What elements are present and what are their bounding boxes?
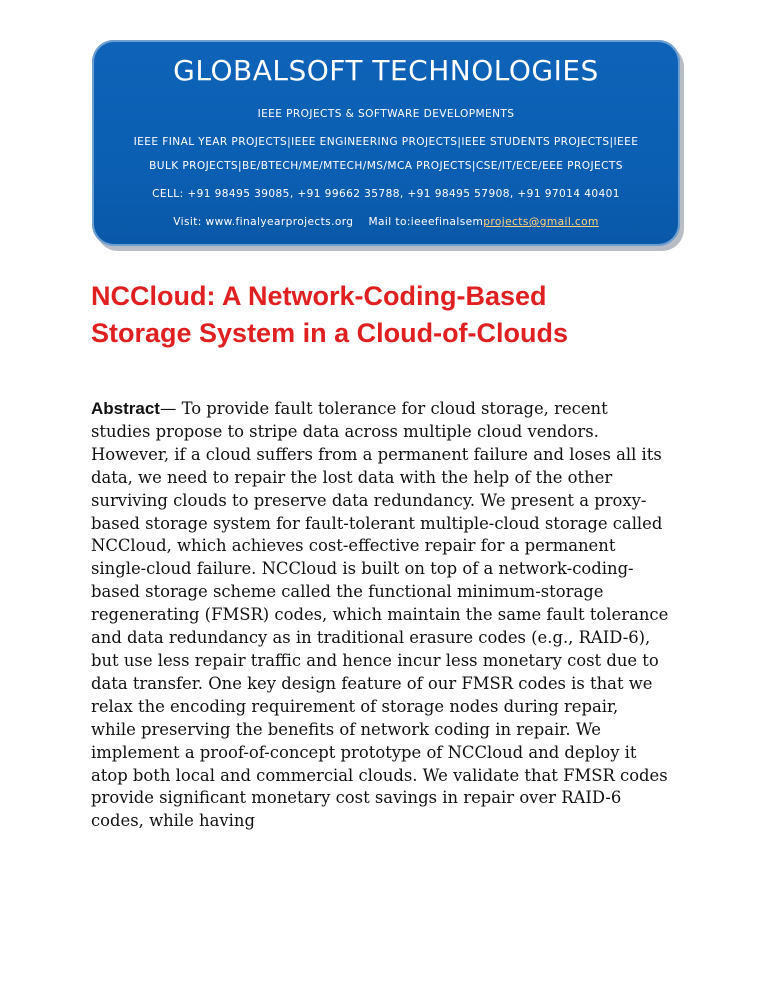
abstract-line: NCCloud, which achieves cost-effective repair for a permanent	[91, 536, 616, 556]
title-line-1: NCCloud: A Network-Coding-Based	[91, 281, 547, 311]
abstract-line: and data redundancy as in traditional erasure codes (e.g., RAID-6),	[91, 628, 651, 648]
abstract-line: single-cloud failure. NCCloud is built on top of a network-coding-	[91, 559, 634, 579]
abstract-label: Abstract	[91, 399, 160, 418]
abstract-line: provide significant monetary cost savings in repair over RAID-6	[91, 788, 622, 808]
abstract-line: data, we need to repair the lost data with the help of the other	[91, 467, 613, 487]
title-line-2: Storage System in a Cloud-of-Clouds	[91, 318, 569, 348]
abstract-line: based storage system for fault-tolerant multiple-cloud storage called	[91, 513, 663, 533]
abstract-line: However, if a cloud suffers from a permanent failure and loses all its	[91, 444, 662, 464]
abstract-separator: —	[159, 399, 177, 418]
banner-tagline: IEEE PROJECTS & SOFTWARE DEVELOPMENTS	[257, 108, 515, 120]
abstract-line: data transfer. One key design feature of our FMSR codes is that we	[91, 673, 653, 693]
abstract-line: surviving clouds to preserve data redundancy. We present a proxy-	[91, 490, 647, 510]
abstract-line: studies propose to stripe data across multiple cloud vendors.	[91, 421, 599, 441]
abstract-line: codes, while having	[91, 811, 255, 831]
abstract-line: relax the encoding requirement of storage nodes during repair,	[91, 696, 619, 716]
abstract-line: while preserving the benefits of network coding in repair. We	[91, 719, 601, 739]
company-name: GLOBALSOFT TECHNOLOGIES	[173, 54, 599, 87]
abstract-line: regenerating (FMSR) codes, which maintain the same fault tolerance	[91, 605, 669, 625]
banner-projects-line: IEEE FINAL YEAR PROJECTS|IEEE ENGINEERING PROJECTS|IEEE STUDENTS PROJECTS|IEEE	[133, 136, 639, 148]
paper-title	[91, 278, 691, 352]
abstract-line: based storage scheme called the functional minimum-storage	[91, 582, 604, 602]
abstract-line: To provide fault tolerance for cloud storage, recent	[176, 399, 608, 418]
email-link[interactable]: projects@gmail.com	[483, 216, 599, 228]
abstract-line: atop both local and commercial clouds. We validate that FMSR codes	[91, 765, 668, 785]
abstract-line: implement a proof-of-concept prototype of NCCloud and deploy it	[91, 742, 637, 762]
banner-bulk-projects-line: BULK PROJECTS|BE/BTECH/ME/MTECH/MS/MCA PROJECTS|CSE/IT/ECE/EEE PROJECTS	[149, 160, 623, 172]
company-banner	[92, 40, 680, 246]
banner-phone-numbers: CELL: +91 98495 39085, +91 99662 35788, +91 98495 57908, +91 97014 40401	[152, 188, 620, 200]
abstract-line: but use less repair traffic and hence incur less monetary cost due to	[91, 650, 659, 670]
abstract-paragraph	[91, 398, 687, 833]
website-text: Visit: www.finalyearprojects.org	[173, 216, 354, 228]
mail-prefix: Mail to:ieeefinalsem	[368, 216, 484, 228]
banner-contact-line	[92, 216, 680, 228]
